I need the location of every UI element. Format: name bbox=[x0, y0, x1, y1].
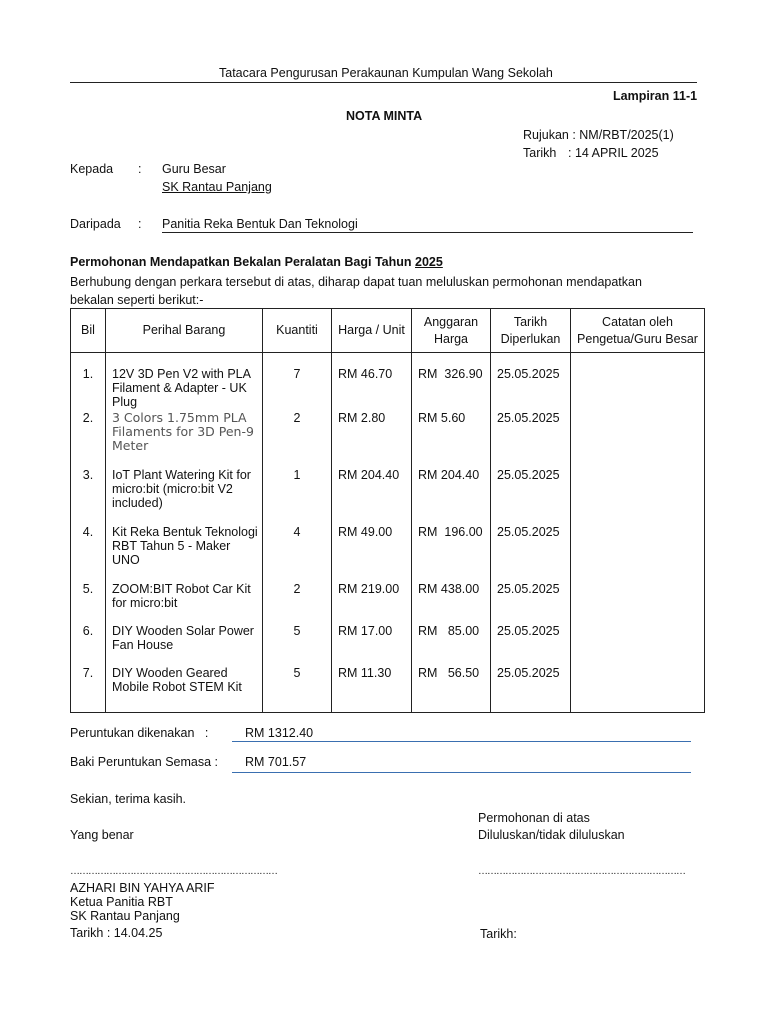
sender-name: Panitia Reka Bentuk Dan Teknologi bbox=[162, 217, 358, 231]
row-qty: 4 bbox=[263, 524, 332, 581]
row-item: DIY Wooden Geared Mobile Robot STEM Kit bbox=[106, 665, 263, 712]
date-label: Tarikh bbox=[523, 146, 557, 160]
row-price: RM 219.00 bbox=[332, 581, 412, 623]
recipient-school: SK Rantau Panjang bbox=[162, 180, 272, 194]
signature-dots-left: …………………………………………………………… bbox=[70, 866, 277, 877]
signature-dots-right: …………………………………………………………… bbox=[478, 866, 685, 877]
header-divider bbox=[70, 82, 697, 83]
row-catatan bbox=[571, 581, 705, 623]
recipient-title: Guru Besar bbox=[162, 162, 226, 176]
header-tarikh: Tarikh Diperlukan bbox=[491, 309, 571, 353]
baki-underline bbox=[232, 772, 691, 773]
intro-line-1: Berhubung dengan perkara tersebut di atas, diharap dapat tuan meluluskan permohonan mendapatkan bbox=[70, 275, 642, 289]
row-bil: 6. bbox=[71, 623, 106, 665]
header-bil: Bil bbox=[71, 309, 106, 353]
closing-text: Sekian, terima kasih. bbox=[70, 792, 187, 806]
row-date: 25.05.2025 bbox=[491, 410, 571, 467]
baki-value: RM 701.57 bbox=[245, 755, 307, 769]
header-kuantiti: Kuantiti bbox=[263, 309, 332, 353]
reference-number: Rujukan : NM/RBT/2025(1) bbox=[523, 128, 674, 142]
peruntukan-value: RM 1312.40 bbox=[245, 726, 314, 740]
row-bil: 3. bbox=[71, 467, 106, 524]
daripada-label: Daripada bbox=[70, 217, 121, 231]
row-qty: 5 bbox=[263, 623, 332, 665]
row-total: RM 204.40 bbox=[412, 467, 491, 524]
row-item: IoT Plant Watering Kit for micro:bit (micro:bit V2 included) bbox=[106, 467, 263, 524]
subject-text: Permohonan Mendapatkan Bekalan Peralatan Bagi Tahun bbox=[70, 255, 415, 269]
table-row bbox=[71, 581, 705, 623]
row-qty: 2 bbox=[263, 581, 332, 623]
header-catatan: Catatan oleh Pengetua/Guru Besar bbox=[571, 309, 705, 353]
signatory-school: SK Rantau Panjang bbox=[70, 909, 180, 923]
request-table bbox=[70, 308, 705, 713]
row-bil: 1. bbox=[71, 353, 106, 411]
signatory-date: Tarikh : 14.04.25 bbox=[70, 926, 163, 940]
subject-line bbox=[70, 255, 443, 269]
row-bil: 5. bbox=[71, 581, 106, 623]
intro-line-2: bekalan seperti berikut:- bbox=[70, 293, 204, 307]
row-catatan bbox=[571, 524, 705, 581]
signatory-position: Ketua Panitia RBT bbox=[70, 895, 173, 909]
subject-year: 2025 bbox=[415, 255, 443, 269]
header-harga: Harga / Unit bbox=[332, 309, 412, 353]
yang-benar: Yang benar bbox=[70, 828, 134, 842]
row-catatan bbox=[571, 665, 705, 712]
row-catatan bbox=[571, 353, 705, 411]
table-row bbox=[71, 353, 705, 411]
row-catatan bbox=[571, 623, 705, 665]
kepada-label: Kepada bbox=[70, 162, 114, 176]
row-qty: 1 bbox=[263, 467, 332, 524]
daripada-colon: : bbox=[138, 217, 142, 231]
row-item: 12V 3D Pen V2 with PLA Filament & Adapter - UK Plug bbox=[106, 353, 263, 411]
kepada-colon: : bbox=[138, 162, 142, 176]
peruntukan-label: Peruntukan dikenakan : bbox=[70, 726, 209, 740]
row-bil: 2. bbox=[71, 410, 106, 467]
row-total: RM 196.00 bbox=[412, 524, 491, 581]
row-date: 25.05.2025 bbox=[491, 581, 571, 623]
table-header-row bbox=[71, 309, 705, 353]
row-item: DIY Wooden Solar Power Fan House bbox=[106, 623, 263, 665]
row-total: RM 438.00 bbox=[412, 581, 491, 623]
row-price: RM 46.70 bbox=[332, 353, 412, 411]
row-catatan bbox=[571, 467, 705, 524]
row-total: RM 85.00 bbox=[412, 623, 491, 665]
row-total: RM 326.90 bbox=[412, 353, 491, 411]
signatory-name: AZHARI BIN YAHYA ARIF bbox=[70, 881, 215, 895]
approval-line-2: Diluluskan/tidak diluluskan bbox=[478, 828, 625, 842]
row-qty: 2 bbox=[263, 410, 332, 467]
row-item: 3 Colors 1.75mm PLA Filaments for 3D Pen-9 Meter bbox=[106, 410, 263, 467]
row-bil: 7. bbox=[71, 665, 106, 712]
table-row bbox=[71, 524, 705, 581]
row-price: RM 17.00 bbox=[332, 623, 412, 665]
table-row bbox=[71, 665, 705, 712]
header-perihal: Perihal Barang bbox=[106, 309, 263, 353]
row-date: 25.05.2025 bbox=[491, 524, 571, 581]
baki-label: Baki Peruntukan Semasa : bbox=[70, 755, 218, 769]
row-price: RM 204.40 bbox=[332, 467, 412, 524]
approver-date-label: Tarikh: bbox=[480, 927, 517, 941]
sender-underline bbox=[162, 232, 693, 233]
approval-line-1: Permohonan di atas bbox=[478, 811, 590, 825]
row-price: RM 11.30 bbox=[332, 665, 412, 712]
date-value: : 14 APRIL 2025 bbox=[568, 146, 659, 160]
row-price: RM 2.80 bbox=[332, 410, 412, 467]
table-row bbox=[71, 410, 705, 467]
table-row bbox=[71, 623, 705, 665]
row-item: Kit Reka Bentuk Teknologi RBT Tahun 5 - Maker UNO bbox=[106, 524, 263, 581]
row-date: 25.05.2025 bbox=[491, 623, 571, 665]
row-date: 25.05.2025 bbox=[491, 665, 571, 712]
table-row bbox=[71, 467, 705, 524]
row-date: 25.05.2025 bbox=[491, 353, 571, 411]
row-price: RM 49.00 bbox=[332, 524, 412, 581]
row-date: 25.05.2025 bbox=[491, 467, 571, 524]
header-anggaran: Anggaran Harga bbox=[412, 309, 491, 353]
document-header-title: Tatacara Pengurusan Perakaunan Kumpulan Wang Sekolah bbox=[219, 66, 553, 80]
row-bil: 4. bbox=[71, 524, 106, 581]
page-title: NOTA MINTA bbox=[346, 109, 423, 123]
row-qty: 7 bbox=[263, 353, 332, 411]
lampiran-label: Lampiran 11-1 bbox=[613, 89, 698, 103]
row-item: ZOOM:BIT Robot Car Kit for micro:bit bbox=[106, 581, 263, 623]
peruntukan-underline bbox=[232, 741, 691, 742]
row-qty: 5 bbox=[263, 665, 332, 712]
row-catatan bbox=[571, 410, 705, 467]
row-total: RM 56.50 bbox=[412, 665, 491, 712]
row-total: RM 5.60 bbox=[412, 410, 491, 467]
